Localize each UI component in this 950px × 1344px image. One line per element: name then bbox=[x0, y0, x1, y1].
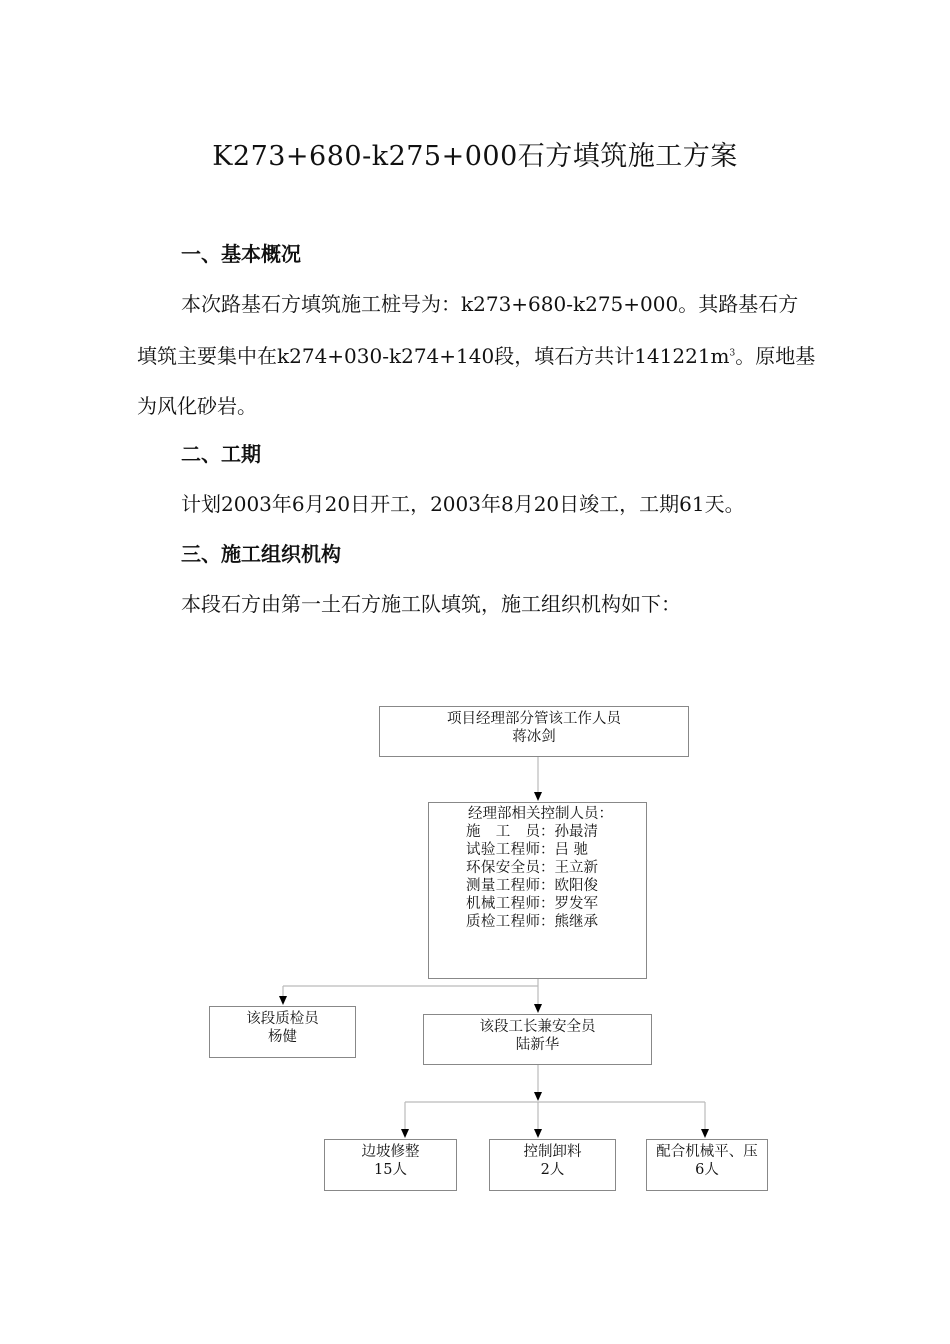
foreman-name: 陆新华 bbox=[515, 1037, 560, 1053]
document-title: K273+680-k275+000石方填筑施工方案 bbox=[212, 141, 738, 172]
org-box-quality-inspector bbox=[209, 1006, 356, 1058]
org-box-team-slope bbox=[324, 1139, 457, 1191]
control-staff-row: 机械工程师：罗发军 bbox=[466, 896, 598, 912]
connector-arrowhead bbox=[534, 1129, 542, 1138]
cubic-superscript: 3 bbox=[729, 348, 736, 359]
section-heading-basic-overview: 一、基本概况 bbox=[181, 242, 301, 266]
org-box-foreman bbox=[423, 1014, 652, 1065]
org-box-team-unloading bbox=[489, 1139, 616, 1191]
team-title: 边坡修整 bbox=[361, 1144, 420, 1160]
control-staff-role: 质检工程师 bbox=[466, 914, 540, 930]
team-count: 2人 bbox=[540, 1162, 565, 1178]
control-staff-row: 环保安全员：王立新 bbox=[466, 860, 598, 876]
connector-arrowhead bbox=[701, 1129, 709, 1138]
section-heading-schedule: 二、工期 bbox=[181, 442, 261, 466]
control-staff-role: 机械工程师 bbox=[466, 896, 540, 912]
connector-arrowhead bbox=[534, 1092, 542, 1101]
control-staff-name: 熊继承 bbox=[554, 914, 598, 930]
control-staff-name: 王立新 bbox=[554, 860, 598, 876]
quality-inspector-title: 该段质检员 bbox=[246, 1011, 319, 1027]
overview-line-2-text: 填筑主要集中在k274+030-k274+140段，填石方共计141221m bbox=[137, 344, 730, 368]
org-box-project-manager bbox=[379, 706, 689, 757]
control-staff-role: 测量工程师 bbox=[466, 878, 540, 894]
control-staff-header: 经理部相关控制人员： bbox=[468, 806, 613, 822]
control-staff-name: 罗发军 bbox=[554, 896, 598, 912]
foreman-title: 该段工长兼安全员 bbox=[479, 1019, 596, 1035]
schedule-line: 计划2003年6月20日开工，2003年8月20日竣工，工期61天。 bbox=[181, 492, 745, 516]
control-staff-name: 孙最清 bbox=[554, 824, 598, 840]
quality-inspector-name: 杨健 bbox=[268, 1029, 297, 1045]
control-staff-row: 测量工程师：欧阳俊 bbox=[466, 878, 598, 894]
control-staff-row: 试验工程师：吕 驰 bbox=[466, 842, 589, 858]
control-staff-name: 欧阳俊 bbox=[554, 878, 598, 894]
control-staff-role: 施工员 bbox=[466, 824, 540, 840]
control-staff-role: 环保安全员 bbox=[466, 860, 540, 876]
overview-line-1: 本次路基石方填筑施工桩号为：k273+680-k275+000。其路基石方 bbox=[181, 292, 799, 316]
control-staff-role: 试验工程师 bbox=[466, 842, 540, 858]
connector-arrowhead bbox=[534, 1004, 542, 1013]
overview-line-2-tail: 。原地基 bbox=[735, 344, 816, 368]
overview-line-3: 为风化砂岩。 bbox=[137, 394, 257, 418]
section-heading-organization: 三、施工组织机构 bbox=[181, 542, 341, 566]
control-staff-name: 吕 驰 bbox=[554, 842, 589, 858]
org-box-team-machinery bbox=[646, 1139, 768, 1191]
organization-intro-line: 本段石方由第一土石方施工队填筑，施工组织机构如下： bbox=[181, 592, 681, 616]
project-manager-title: 项目经理部分管该工作人员 bbox=[447, 711, 621, 727]
team-title: 配合机械平、压 bbox=[656, 1144, 758, 1160]
control-staff-row: 施工员：孙最清 bbox=[466, 824, 598, 840]
team-count: 6人 bbox=[695, 1162, 719, 1178]
connector-arrowhead bbox=[401, 1129, 409, 1138]
control-staff-row: 质检工程师：熊继承 bbox=[466, 914, 598, 930]
connector-arrowhead bbox=[279, 996, 287, 1005]
team-title: 控制卸料 bbox=[523, 1144, 582, 1160]
connector-arrowhead bbox=[534, 792, 542, 801]
team-count: 15人 bbox=[374, 1162, 407, 1178]
project-manager-name: 蒋冰剑 bbox=[512, 729, 556, 745]
org-box-control-staff bbox=[428, 802, 647, 979]
